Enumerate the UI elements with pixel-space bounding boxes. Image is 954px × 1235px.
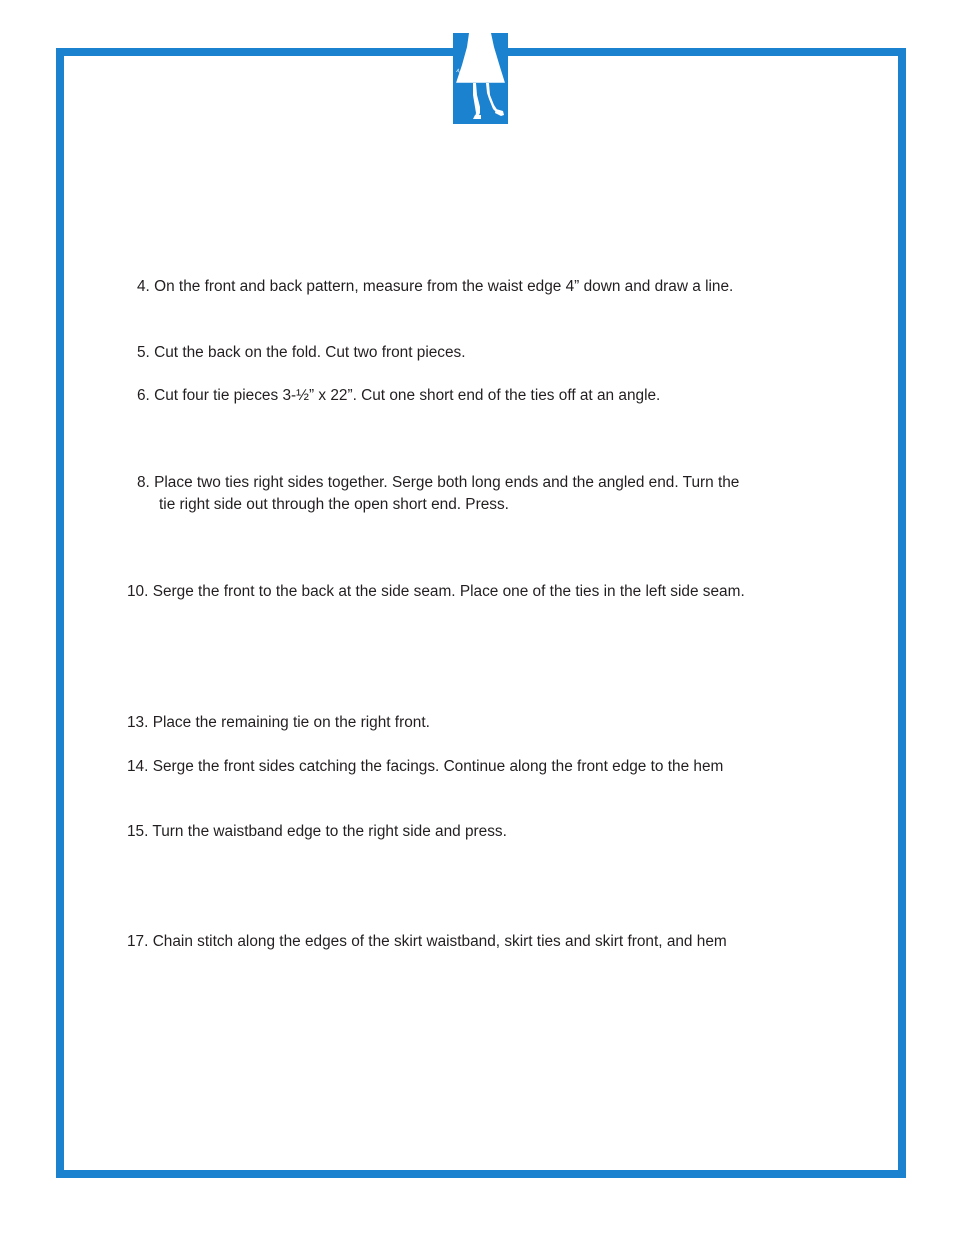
step-number: 14. <box>127 758 149 775</box>
step-text-continuation: tie right side out through the open short end. Press. <box>159 496 509 513</box>
step-text: Chain stitch along the edges of the skirt waistband, skirt ties and skirt front, and hem <box>152 933 727 950</box>
step-text: Place two ties right sides together. Serge both long ends and the angled end. Turn the <box>154 474 740 491</box>
logo-text: A-LINE SERIES <box>455 68 495 82</box>
step-15 <box>127 821 507 843</box>
step-number: 5. <box>137 344 150 361</box>
step-text: Place the remaining tie on the right front. <box>152 714 430 731</box>
step-4 <box>137 276 733 298</box>
step-5 <box>137 342 466 364</box>
step-number: 15. <box>127 823 149 840</box>
step-6 <box>137 385 660 407</box>
a-line-series-logo <box>453 33 508 124</box>
step-10 <box>127 581 745 603</box>
step-number: 13. <box>127 714 149 731</box>
step-number: 17. <box>127 933 149 950</box>
step-number: 8. <box>137 474 150 491</box>
step-text: Serge the front to the back at the side seam. Place one of the ties in the left side seam. <box>152 583 745 600</box>
step-8 <box>137 472 739 516</box>
step-17 <box>127 931 727 953</box>
step-text: Turn the waistband edge to the right side and press. <box>152 823 507 840</box>
step-text: Cut four tie pieces 3-½” x 22”. Cut one short end of the ties off at an angle. <box>154 387 661 404</box>
step-13 <box>127 712 430 734</box>
step-number: 6. <box>137 387 150 404</box>
step-text: Serge the front sides catching the facings. Continue along the front edge to the hem <box>152 758 724 775</box>
step-number: 4. <box>137 278 150 295</box>
step-number: 10. <box>127 583 149 600</box>
page-border <box>56 48 906 1178</box>
step-text: Cut the back on the fold. Cut two front pieces. <box>154 344 466 361</box>
step-text: On the front and back pattern, measure from the waist edge 4” down and draw a line. <box>154 278 734 295</box>
step-14 <box>127 756 723 778</box>
